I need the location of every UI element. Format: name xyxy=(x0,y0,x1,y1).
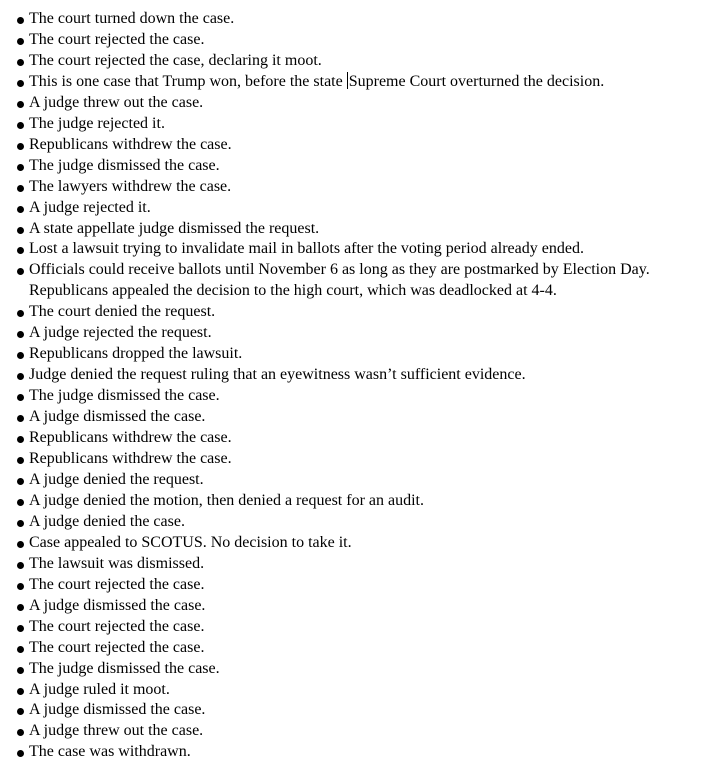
bullet-icon xyxy=(17,499,24,506)
bullet-icon xyxy=(17,750,24,757)
list-item xyxy=(0,449,700,470)
list-item xyxy=(0,239,700,260)
list-item-text: The lawyers withdrew the case. xyxy=(29,177,232,195)
list-item xyxy=(0,219,700,240)
bullet-icon xyxy=(17,604,24,611)
list-item xyxy=(0,533,700,554)
bullet-icon xyxy=(17,729,24,736)
list-item xyxy=(0,93,700,114)
list-item xyxy=(0,365,700,386)
list-item-text: Republicans withdrew the case. xyxy=(29,450,232,468)
list-item xyxy=(0,512,700,533)
list-item xyxy=(0,407,700,428)
bullet-icon xyxy=(17,457,24,464)
list-item-text: The judge dismissed the case. xyxy=(29,387,220,405)
list-item xyxy=(0,114,700,135)
list-item-text: The court rejected the case. xyxy=(29,617,205,635)
list-item-text: Lost a lawsuit trying to invalidate mail in ballots after the voting period already ended. xyxy=(29,240,584,258)
list-item-text: A judge dismissed the case. xyxy=(29,596,206,614)
list-item-text: A state appellate judge dismissed the request. xyxy=(29,219,320,237)
list-item xyxy=(0,470,700,491)
list-item xyxy=(0,9,700,30)
bullet-icon xyxy=(17,206,24,213)
list-item-text: A judge rejected it. xyxy=(29,198,151,216)
list-item xyxy=(0,554,700,575)
list-item xyxy=(0,742,700,763)
list-item xyxy=(0,156,700,177)
list-item-text: The court rejected the case, declaring it moot. xyxy=(29,51,322,69)
list-item-text: Officials could receive ballots until November 6 as long as they are postmarked by Election Day. Republicans appealed the decision to the high court, which was deadlocked at 4-4. xyxy=(29,261,650,300)
bullet-icon xyxy=(17,415,24,422)
bullet-icon xyxy=(17,520,24,527)
list-item-text: The court rejected the case. xyxy=(29,575,205,593)
list-item-text: The judge dismissed the case. xyxy=(29,156,220,174)
bullet-icon xyxy=(17,688,24,695)
list-item xyxy=(0,638,700,659)
list-item xyxy=(0,30,700,51)
list-item xyxy=(0,135,700,156)
list-item xyxy=(0,72,700,93)
bullet-icon xyxy=(17,394,24,401)
list-item xyxy=(0,51,700,72)
list-item-text: Republicans withdrew the case. xyxy=(29,135,232,153)
list-item-text: A judge ruled it moot. xyxy=(29,680,170,698)
bullet-icon xyxy=(17,227,24,234)
list-item xyxy=(0,323,700,344)
list-item-text: The judge rejected it. xyxy=(29,114,165,132)
list-item-text: The case was withdrawn. xyxy=(29,743,191,761)
bullet-icon xyxy=(17,352,24,359)
list-item-text[interactable]: Supreme Court overturned the decision. xyxy=(348,72,605,90)
list-item xyxy=(0,260,700,302)
list-item-text: A judge threw out the case. xyxy=(29,93,204,111)
bullet-icon xyxy=(17,541,24,548)
bullet-icon xyxy=(17,708,24,715)
list-item-text: The lawsuit was dismissed. xyxy=(29,554,205,572)
bullet-icon xyxy=(17,583,24,590)
list-item xyxy=(0,177,700,198)
list-item xyxy=(0,386,700,407)
bullet-icon xyxy=(17,625,24,632)
list-item-text: The court rejected the case. xyxy=(29,30,205,48)
bullet-icon xyxy=(17,164,24,171)
list-item-text: A judge denied the motion, then denied a request for an audit. xyxy=(29,491,424,509)
bullet-icon xyxy=(17,562,24,569)
list-item xyxy=(0,575,700,596)
bullet-icon xyxy=(17,310,24,317)
list-item-text: A judge denied the request. xyxy=(29,470,204,488)
list-item-text: Judge denied the request ruling that an eyewitness wasn’t sufficient evidence. xyxy=(29,366,526,384)
bullet-icon xyxy=(17,185,24,192)
list-item-text: The court denied the request. xyxy=(29,303,216,321)
bullet-icon xyxy=(17,268,24,275)
bullet-icon xyxy=(17,17,24,24)
bullet-icon xyxy=(17,646,24,653)
bullet-icon xyxy=(17,38,24,45)
document-body xyxy=(0,9,700,763)
list-item xyxy=(0,700,700,721)
bullet-icon xyxy=(17,247,24,254)
list-item xyxy=(0,721,700,742)
bullet-icon xyxy=(17,80,24,87)
list-item xyxy=(0,617,700,638)
bullet-icon xyxy=(17,331,24,338)
list-item xyxy=(0,428,700,449)
text-cursor xyxy=(347,72,348,89)
list-item-text: The judge dismissed the case. xyxy=(29,659,220,677)
bullet-icon xyxy=(17,373,24,380)
bullet-icon xyxy=(17,101,24,108)
list-item xyxy=(0,491,700,512)
list-item xyxy=(0,659,700,680)
list-item-text: A judge denied the case. xyxy=(29,512,185,530)
list-item xyxy=(0,596,700,617)
list-item-text[interactable]: This is one case that Trump won, before the state xyxy=(29,72,347,90)
list-item-text: A judge dismissed the case. xyxy=(29,408,206,426)
list-item-text: Republicans withdrew the case. xyxy=(29,429,232,447)
list-item-text: Republicans dropped the lawsuit. xyxy=(29,345,243,363)
list-item-text: Case appealed to SCOTUS. No decision to take it. xyxy=(29,533,352,551)
bullet-icon xyxy=(17,478,24,485)
list-item-text: The court rejected the case. xyxy=(29,638,205,656)
bullet-icon xyxy=(17,59,24,66)
list-item xyxy=(0,198,700,219)
list-item-text: A judge threw out the case. xyxy=(29,722,204,740)
list-item-text: A judge rejected the request. xyxy=(29,324,212,342)
list-item xyxy=(0,344,700,365)
list-item-text: The court turned down the case. xyxy=(29,10,235,27)
bullet-icon xyxy=(17,122,24,129)
bullet-icon xyxy=(17,436,24,443)
case-outcome-list xyxy=(0,9,700,763)
list-item xyxy=(0,302,700,323)
list-item-text: A judge dismissed the case. xyxy=(29,701,206,719)
list-item xyxy=(0,680,700,701)
bullet-icon xyxy=(17,667,24,674)
bullet-icon xyxy=(17,143,24,150)
